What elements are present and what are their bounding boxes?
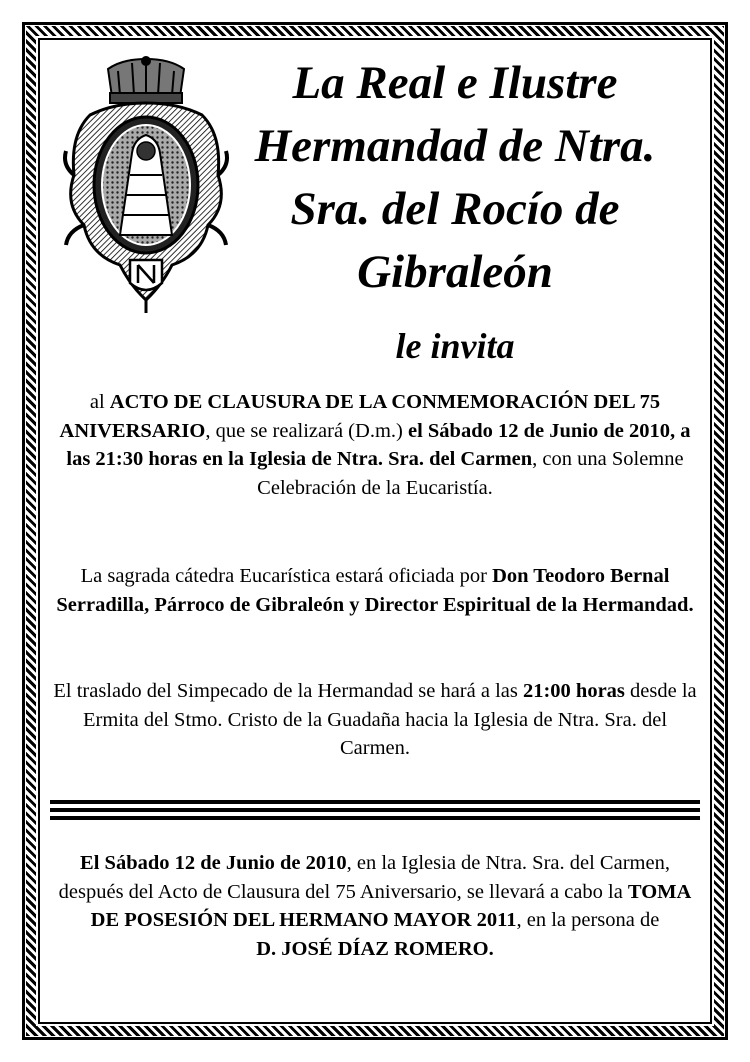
title-line: Sra. del Rocío de <box>290 183 620 235</box>
divider-line <box>50 816 700 820</box>
title-line: La Real e Ilustre <box>292 57 618 109</box>
invite-heading: le invita <box>395 326 515 366</box>
text-segment: desde la Ermita del Stmo. Cristo de la Guadaña hacia la Iglesia de Ntra. Sra. del Carmen. <box>82 680 697 759</box>
hermandad-emblem-icon <box>60 55 232 317</box>
text-segment: , que se realizará (D.m.) <box>205 419 408 442</box>
officiant-name: Don Teodoro Bernal Serradilla, Párroco de Gibraleón y Director Espiritual de la Hermandad. <box>56 565 694 616</box>
text-segment: , en la persona de <box>516 909 660 931</box>
text-segment: El traslado del Simpecado de la Hermandad se hará a las <box>53 680 523 702</box>
possession-date: El Sábado 12 de Junio de 2010 <box>80 852 347 874</box>
text-segment: , en la Iglesia de Ntra. Sra. del Carmen, después del Acto de Clausura del 75 Aniversario, se llevará a cabo la <box>58 852 670 903</box>
title-line: Gibraleón <box>357 246 553 298</box>
possession-paragraph <box>48 849 702 963</box>
text-segment: , con una Solemne Celebración de la Eucaristía. <box>257 448 684 499</box>
officiant-paragraph <box>48 562 702 619</box>
divider-line <box>50 800 700 804</box>
event-datetime-place: el Sábado 12 de Junio de 2010, a las 21:30 horas en la Iglesia de Ntra. Sra. del Carmen <box>66 419 691 470</box>
procession-paragraph <box>48 677 702 763</box>
event-paragraph <box>48 388 702 502</box>
divider-line <box>50 808 700 812</box>
possession-title: TOMA DE POSESIÓN DEL HERMANO MAYOR 2011 <box>90 880 692 931</box>
hermano-mayor-name: D. JOSÉ DÍAZ ROMERO. <box>256 937 494 960</box>
event-name: ACTO DE CLAUSURA DE LA CONMEMORACIÓN DEL 75 ANIVERSARIO <box>59 391 661 442</box>
procession-time: 21:00 horas <box>522 680 625 702</box>
text-segment: al <box>89 391 110 413</box>
text-segment: La sagrada cátedra Eucarística estará oficiada por <box>80 565 493 587</box>
page-title <box>215 52 695 304</box>
title-line: Hermandad de Ntra. <box>254 120 656 172</box>
